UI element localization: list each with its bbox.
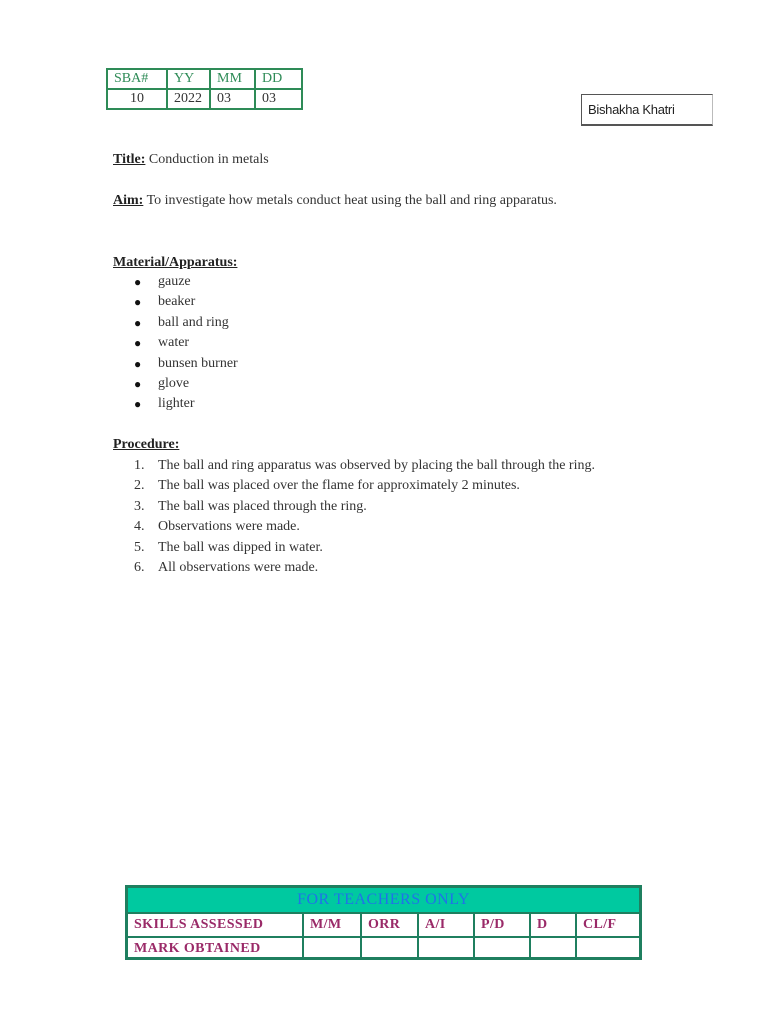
list-item xyxy=(134,394,238,414)
materials-heading-label: Material/Apparatus: xyxy=(113,255,238,270)
step-number: 6. xyxy=(134,560,145,576)
sba-table xyxy=(106,68,303,110)
table-cell xyxy=(419,938,475,960)
table-cell: MARK OBTAINED xyxy=(128,938,304,960)
step-text: Observations were made. xyxy=(158,519,300,535)
list-item xyxy=(134,354,238,374)
bullet-icon: ● xyxy=(134,295,142,310)
table-cell xyxy=(577,938,639,960)
table-cell: SKILLS ASSESSED xyxy=(128,914,304,936)
materials-list xyxy=(134,272,238,415)
material-text: water xyxy=(158,335,190,351)
skills-assessed-row xyxy=(128,914,639,938)
step-number: 4. xyxy=(134,519,145,535)
table-cell: M/M xyxy=(304,914,362,936)
mark-obtained-row xyxy=(128,938,639,960)
step-text: The ball was placed through the ring. xyxy=(158,498,367,514)
sba-value-year: 2022 xyxy=(168,90,211,108)
title-label: Title: xyxy=(113,152,146,167)
list-item xyxy=(134,456,654,476)
sba-value-number: 10 xyxy=(108,90,168,108)
step-number: 5. xyxy=(134,539,145,555)
list-item xyxy=(134,497,654,517)
list-item xyxy=(134,313,238,333)
sba-value-day: 03 xyxy=(262,91,276,106)
table-cell xyxy=(304,938,362,960)
procedure-heading xyxy=(113,436,179,454)
list-item xyxy=(134,374,238,394)
step-text: The ball was placed over the flame for approximately 2 minutes. xyxy=(158,478,520,494)
list-item xyxy=(134,272,238,292)
step-text: The ball and ring apparatus was observed by placing the ball through the ring. xyxy=(158,458,595,473)
sba-header-month: MM xyxy=(211,70,256,90)
material-text: bunsen burner xyxy=(158,355,238,371)
sba-header-year: YY xyxy=(168,70,211,90)
material-text: gauze xyxy=(158,274,191,289)
step-number: 1. xyxy=(134,458,145,473)
title-text: Conduction in metals xyxy=(148,152,269,167)
bullet-icon: ● xyxy=(134,275,142,289)
list-item xyxy=(134,476,654,496)
step-number: 2. xyxy=(134,478,145,494)
aim-line xyxy=(113,192,557,210)
procedure-list xyxy=(134,456,654,578)
bullet-icon: ● xyxy=(134,376,142,391)
materials-heading xyxy=(113,254,237,272)
teachers-table xyxy=(125,885,642,960)
bullet-icon: ● xyxy=(134,356,142,371)
step-text: All observations were made. xyxy=(158,560,319,576)
list-item xyxy=(134,538,654,558)
material-text: ball and ring xyxy=(158,314,229,330)
list-item xyxy=(134,333,238,353)
bullet-icon: ● xyxy=(134,397,142,412)
table-cell: ORR xyxy=(362,914,419,936)
material-text: lighter xyxy=(158,396,195,412)
table-cell xyxy=(362,938,419,960)
list-item xyxy=(134,292,238,312)
sba-header-number: SBA# xyxy=(108,70,168,90)
table-cell: A/I xyxy=(419,914,475,936)
material-text: beaker xyxy=(158,294,196,310)
table-cell: D xyxy=(531,914,577,936)
material-text: glove xyxy=(158,375,190,391)
table-cell xyxy=(475,938,531,960)
aim-text: To investigate how metals conduct heat using the ball and ring apparatus. xyxy=(146,193,557,208)
table-cell xyxy=(531,938,577,960)
step-number: 3. xyxy=(134,498,145,514)
list-item xyxy=(134,558,654,578)
procedure-heading-label: Procedure: xyxy=(113,437,180,452)
list-item xyxy=(134,517,654,537)
bullet-icon: ● xyxy=(134,315,142,330)
teachers-table-heading: FOR TEACHERS ONLY xyxy=(128,888,639,914)
sba-header-day: DD xyxy=(256,70,301,90)
table-cell: CL/F xyxy=(583,917,617,932)
table-cell: P/D xyxy=(475,914,531,936)
aim-label: Aim: xyxy=(113,193,144,208)
sba-value-month: 03 xyxy=(211,90,256,108)
student-name-box: Bishakha Khatri xyxy=(581,94,713,126)
title-line xyxy=(113,151,269,169)
bullet-icon: ● xyxy=(134,336,142,351)
step-text: The ball was dipped in water. xyxy=(158,539,323,555)
